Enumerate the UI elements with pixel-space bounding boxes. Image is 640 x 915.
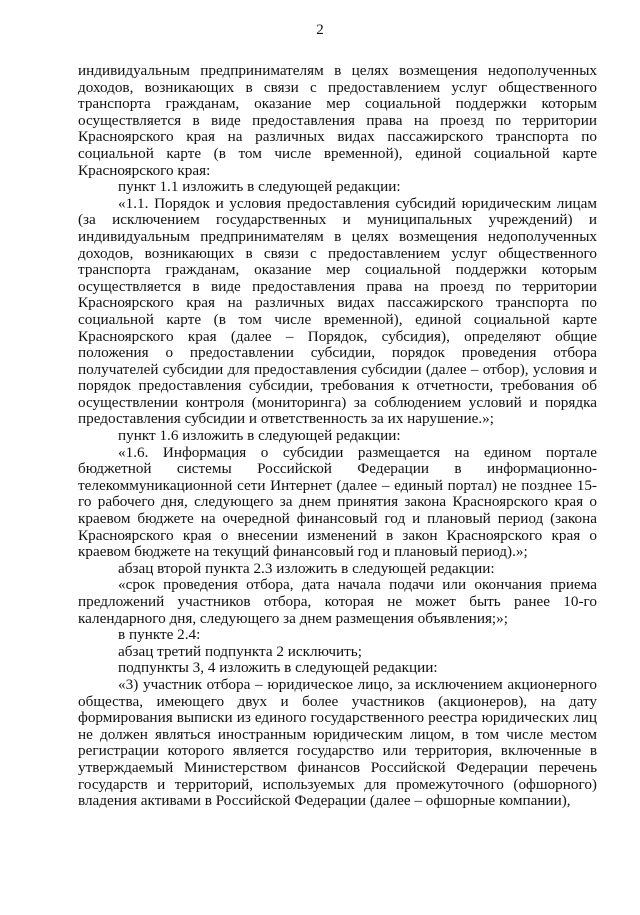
paragraph: абзац третий подпункта 2 исключить; [118, 642, 362, 660]
paragraph: «3) участник отбора – юридическое лицо, за исключением акционерного общества, имеющего двух и более участников (акционеров), на дату формирования выписки из единого государственного реестра юридических лиц не должен являться иностранным юридическим лицом, в том числе местом регистрации которого является государство или территория, включенные в утверждаемый Министерством финансов Российской Федерации перечень государств и территорий, используемых для промежуточного (офшорного) владения активами в Российской Федерации (далее – офшорные компании), [78, 675, 597, 810]
paragraph: абзац второй пункта 2.3 изложить в следующей редакции: [118, 559, 495, 577]
paragraph: пункт 1.1 изложить в следующей редакции: [118, 178, 401, 196]
paragraph: индивидуальным предпринимателям в целях возмещения недополученных доходов, возникающих в связи с предоставлением услуг общественного транспорта гражданам, оказание мер социальной поддержки которым осуществляется в виде предоставления права на проезд по территории Красноярского края на различных видах пассажирского транспорта по социальной карте (в том числе временной), единой социальной карте Красноярского края: [78, 62, 597, 179]
paragraph: «срок проведения отбора, дата начала подачи или окончания приема предложений участников отбора, которая не может быть ранее 10-го календарного дня, следующего за днем размещения объявления;»; [78, 576, 597, 627]
paragraph: в пункте 2.4: [118, 626, 201, 644]
page-number: 2 [316, 22, 324, 38]
paragraph: пункт 1.6 изложить в следующей редакции: [118, 427, 401, 445]
paragraph: «1.1. Порядок и условия предоставления субсидий юридическим лицам (за исключением государственных и муниципальных учреждений) и индивидуальным предпринимателям в целях возмещения недополученных доходов, возникающих в связи с предоставлением услуг общественного транспорта гражданам, оказание мер социальной поддержки которым осуществляется в виде предоставления права на проезд по территории Красноярского края на различных видах пассажирского транспорта по социальной карте (в том числе временной), единой социальной карте Красноярского края (далее – Порядок, субсидия), определяют общие положения о предоставлении субсидии, порядок проведения отбора получателей субсидии для предоставления субсидии (далее – отбор), условия и порядок предоставления субсидии, требования к отчетности, требования об осуществлении контроля (мониторинга) за соблюдением условий и порядка предоставления субсидии и ответственность за их нарушение.»; [78, 194, 597, 428]
paragraph: «1.6. Информация о субсидии размещается на едином портале бюджетной системы Российской Федерации в информационно-телекоммуникационной сети Интернет (далее – единый портал) не позднее 15-го рабочего дня, следующего за днем принятия закона Красноярского края о краевом бюджете на очередной финансовый год и плановый период (закона Красноярского края о внесении изменений в закон Красноярского края о краевом бюджете на текущий финансовый год и плановый период).»; [78, 443, 597, 561]
paragraph: подпункты 3, 4 изложить в следующей редакции: [118, 659, 438, 677]
document-body [78, 63, 597, 810]
